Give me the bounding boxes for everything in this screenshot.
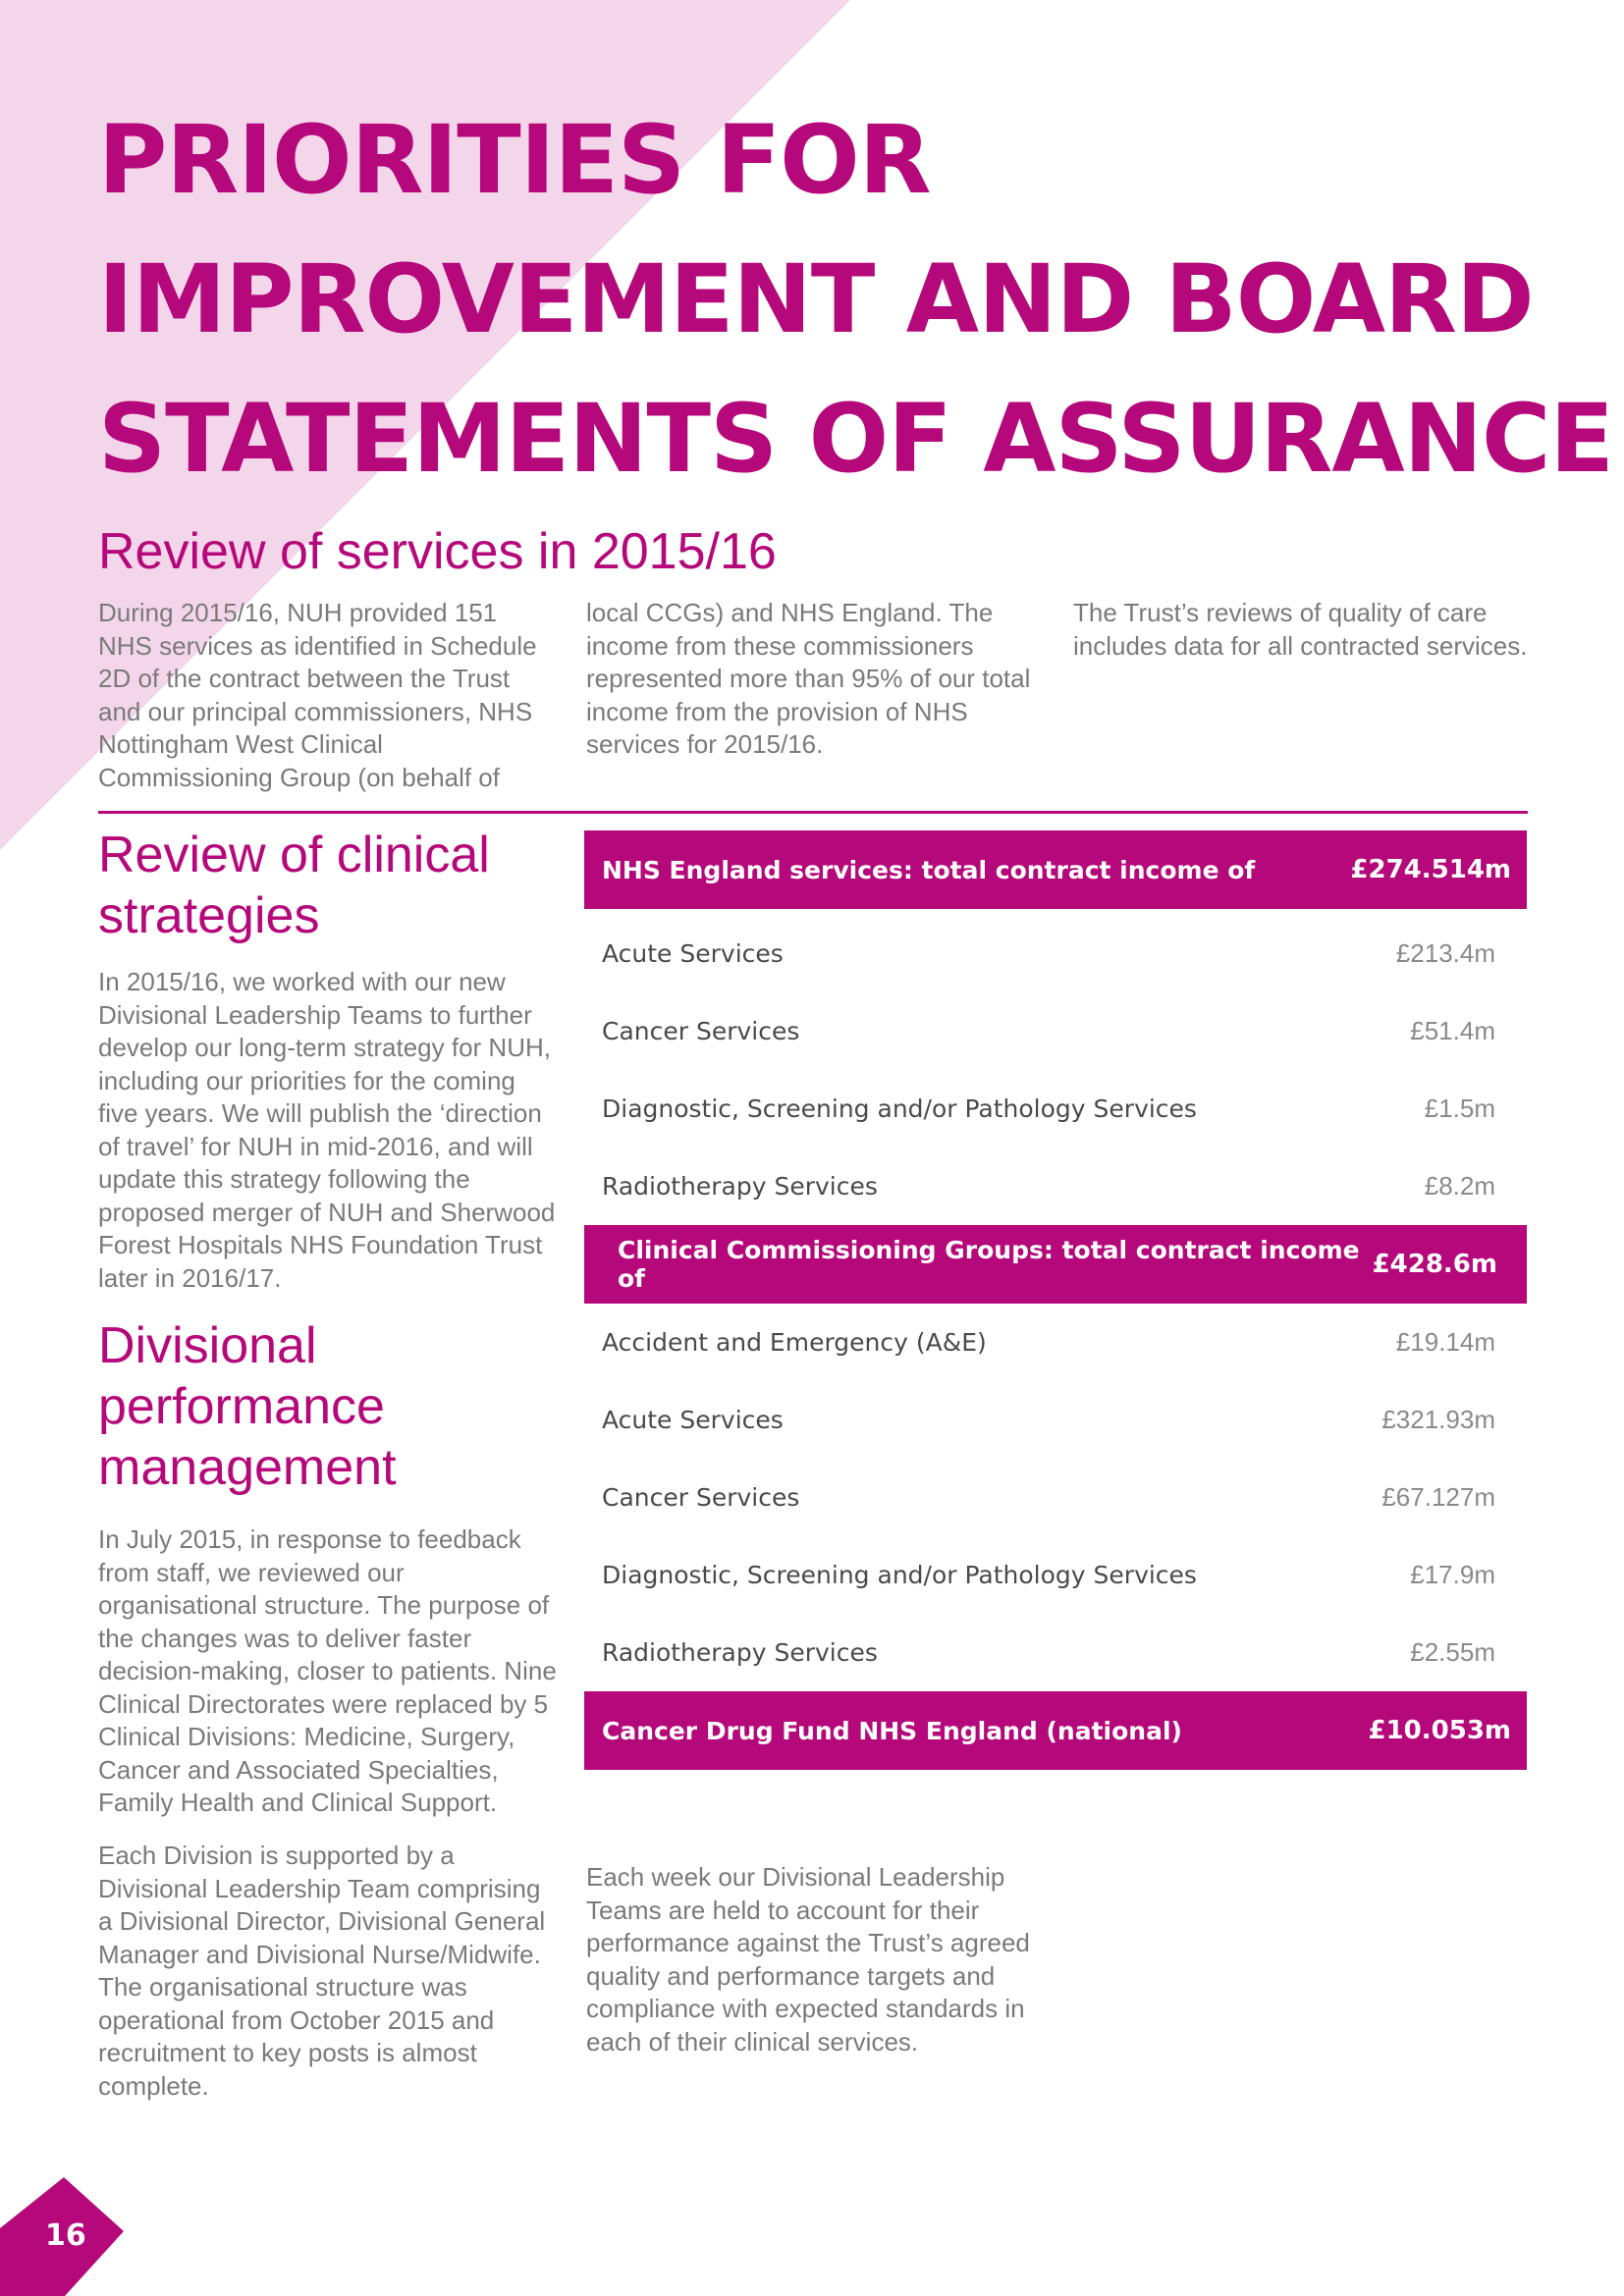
row-value: £321.93m (1381, 1405, 1495, 1434)
row-value: £2.55m (1410, 1637, 1495, 1667)
page-number: 16 (45, 2218, 86, 2253)
review-services-col2: local CCGs) and NHS England. The income from these commissioners represented more than 95% of our total income from the provision of NHS services for 2015/16. (586, 598, 1031, 759)
table-row (584, 1459, 1527, 1536)
row-value: £1.5m (1424, 1094, 1495, 1123)
divisional-performance-text-1: In July 2015, in response to feedback from staff, we reviewed our organisational structure. The purpose of the changes was to deliver faster decision-making, closer to patients. Nine Clinical Directorates were replaced by 5 Clinical Divisions: Medicine, Surgery, Cancer and Associated Specialties, Family Health and Clinical Support. (98, 1524, 557, 1817)
row-label: Acute Services (602, 1406, 784, 1434)
table-row (584, 1070, 1527, 1148)
row-value: £8.2m (1424, 1171, 1495, 1201)
ccg-header (584, 1225, 1527, 1304)
row-value: £51.4m (1410, 1016, 1495, 1045)
row-label: Diagnostic, Screening and/or Pathology Services (602, 1561, 1197, 1589)
income-table (584, 830, 1527, 1770)
row-label: Accident and Emergency (A&E) (602, 1328, 987, 1357)
table-row (584, 1614, 1527, 1691)
title-line-2: IMPROVEMENT AND BOARD (98, 244, 1534, 354)
title-line-1: PRIORITIES FOR (98, 105, 931, 215)
cancer-drug-fund-total: £10.053m (1368, 1716, 1511, 1745)
nhs-england-total: £274.514m (1350, 855, 1511, 884)
row-value: £19.14m (1395, 1327, 1495, 1357)
nhs-england-header (584, 830, 1527, 909)
table-row (584, 1536, 1527, 1614)
row-value: £213.4m (1395, 938, 1495, 968)
review-services-col3: The Trust’s reviews of quality of care includes data for all contracted services. (1073, 598, 1528, 661)
clinical-strategies-text: In 2015/16, we worked with our new Divisional Leadership Teams to further develop our long-term strategy for NUH, including our priorities for the coming five years. We will publish the ‘direction of travel’ for NUH in mid-2016, and will update this strategy following the proposed merger of NUH and Sherwood Forest Hospitals NHS Foundation Trust later in 2016/17. (98, 967, 556, 1293)
review-services-col1: During 2015/16, NUH provided 151 NHS services as identified in Schedule 2D of the contract between the Trust and our principal commissioners, NHS Nottingham West Clinical Commissioning Group (on behalf of (98, 598, 537, 792)
page-title (98, 90, 1613, 508)
row-label: Radiotherapy Services (602, 1172, 878, 1201)
row-value: £67.127m (1381, 1482, 1495, 1512)
row-label: Radiotherapy Services (602, 1638, 878, 1667)
ccg-label: Clinical Commissioning Groups: total contract income of (618, 1236, 1360, 1293)
divisional-performance-text-2: Each Division is supported by a Divisional Leadership Team comprising a Divisional Director, Divisional General Manager and Divisional Nurse/Midwife. The organisational structure was operational from October 2015 and recruitment to key posts is almost complete. (98, 1841, 546, 2101)
weekly-accountability-text: Each week our Divisional Leadership Teams are held to account for their performance against the Trust’s agreed quality and performance targets and compliance with expected standards in each of their clinical services. (586, 1862, 1030, 2056)
row-label: Cancer Services (602, 1017, 800, 1045)
ccg-total: £428.6m (1372, 1250, 1497, 1279)
table-row (584, 1304, 1527, 1381)
divisional-performance-heading: Divisional performance management (98, 1317, 397, 1496)
row-value: £17.9m (1410, 1560, 1495, 1589)
row-label: Cancer Services (602, 1483, 800, 1512)
clinical-strategies-heading: Review of clinical strategies (98, 827, 490, 944)
nhs-england-label: NHS England services: total contract income of (602, 855, 1256, 884)
title-line-3: STATEMENTS OF ASSURANCE (98, 384, 1613, 494)
review-services-heading: Review of services in 2015/16 (98, 523, 777, 580)
table-row (584, 992, 1527, 1070)
row-label: Acute Services (602, 939, 784, 968)
table-row (584, 1148, 1527, 1225)
table-row (584, 915, 1527, 992)
cancer-drug-fund-header (584, 1691, 1527, 1770)
section-divider (98, 811, 1528, 814)
cancer-drug-fund-label: Cancer Drug Fund NHS England (national) (602, 1716, 1182, 1745)
row-label: Diagnostic, Screening and/or Pathology Services (602, 1095, 1197, 1123)
table-row (584, 1381, 1527, 1459)
